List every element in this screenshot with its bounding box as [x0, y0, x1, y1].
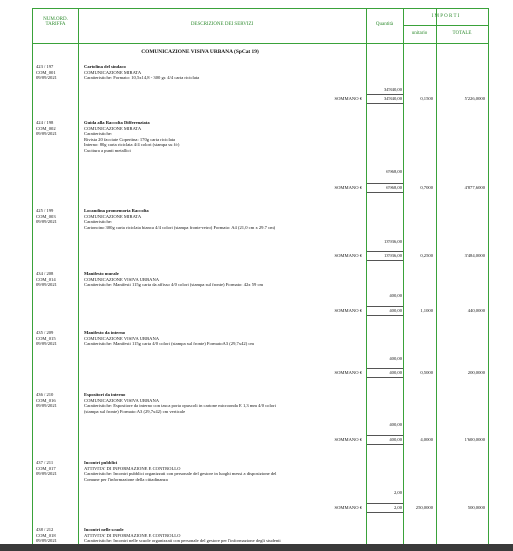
item-code: 437 / 211 COM_017 09/09/2021	[36, 460, 57, 477]
column-divider	[436, 9, 437, 545]
header-num-tariffa: NUM.ORD. TARIFFA	[43, 17, 68, 27]
item-description: Manifesto da interno COMUNICAZIONE VISIVA URBANA Caratteristiche: Manifesti 115g carta 4/0 colori (stampa sul fronte) FormatoA3 (29,7x42) cm	[84, 330, 255, 347]
item-quantity: 2,00	[393, 490, 402, 495]
item-description: Guida alla Raccolta Differenziata COMUNICAZIONE MIRATA Caratteristiche: Rivista 20 facciate Copertina: 170g carta riciclata Interno: 80g carta riciclata 4/4 colori (stampa su f/r) Cucitura a punti metallici	[84, 120, 180, 153]
viewer-bottom-bar	[0, 544, 513, 551]
sum-row: SOMMANO € 34'840,00 0,1500 5'226,0000	[33, 94, 488, 104]
sum-row: SOMMANO € 400,00 1,1000 440,0000	[33, 306, 488, 316]
sum-row: SOMMANO € 13'936,00 0,2500 3'484,0000	[33, 251, 488, 261]
item-quantity: 34'840,00	[383, 87, 402, 92]
header-subdivider	[403, 25, 488, 26]
item-quantity: 13'936,00	[383, 239, 402, 244]
section-title: COMUNICAZIONE VISIVA URBANA (SpCat 19)	[141, 49, 259, 55]
item-quantity: 400,00	[389, 422, 402, 427]
item-quantity: 400,00	[389, 356, 402, 361]
column-divider	[78, 9, 79, 545]
header-description: DESCRIZIONE DEI SERVIZI	[190, 22, 254, 27]
header-quantity: Quantità	[375, 22, 394, 27]
header-importi: I M P O R T I	[431, 14, 460, 19]
sum-row: SOMMANO € 400,00 0,5000 200,0000	[33, 368, 488, 378]
item-description: Locandina promemoria Raccolta COMUNICAZIONE MIRATA Caratteristiche: Cartoncino 300g carta riciclata bianca 4/4 colori (stampa fronte-retro) Formato: A4 (21,0 cm x 29.7 cm)	[84, 208, 276, 230]
item-code: 434 / 208 COM_014 09/09/2021	[36, 271, 57, 288]
sum-row: SOMMANO € 400,00 4,0000 1'600,0000	[33, 435, 488, 445]
item-description: Cartolina del sindaco COMUNICAZIONE MIRATA Caratteristiche: Formato: 10,5x14,8 - 300 gr. 4/4 carta riciclata	[84, 64, 200, 81]
sum-row: SOMMANO € 6'968,00 0,7000 4'877,6000	[33, 183, 488, 193]
item-code: 425 / 199 COM_003 09/09/2021	[36, 208, 57, 225]
column-divider	[366, 9, 367, 545]
item-code: 424 / 198 COM_002 09/09/2021	[36, 120, 57, 137]
sum-row: SOMMANO € 2,00 250,0000 500,0000	[33, 503, 488, 513]
item-description: Espositori da interno COMUNICAZIONE VISIVA URBANA Caratteristiche: Espositore da interno con tasca porta opuscoli in cartone microonda E 1,3 mm 4/0 colori (stampa sul fronte) Formato:A3 (29,7x42) cm verticale	[84, 392, 276, 414]
item-code: 438 / 212 COM_018 09/09/2021	[36, 527, 57, 544]
column-divider	[403, 9, 404, 545]
table-header	[33, 9, 488, 44]
header-totale: TOTALE	[452, 31, 472, 36]
item-quantity: 6'968,00	[386, 169, 402, 174]
item-description: Manifesto murale COMUNICAZIONE VISIVA URBANA Caratteristiche: Manifesti 115g carta da affisso 4/0 colori (stampa sul fronte) Formato: 42x 59 cm	[84, 271, 264, 288]
item-quantity: 400,00	[389, 293, 402, 298]
item-description: Incontri nelle scuole ATTIVITA' DI INFORMAZIONE E CONTROLLO Caratteristiche: Incontri nelle scuole organizzati con personale del gestore per l'informazione degli studenti	[84, 527, 281, 544]
estimate-sheet	[32, 8, 489, 545]
item-code: 423 / 197 COM_001 09/09/2021	[36, 64, 57, 81]
header-unitario: unitario	[411, 31, 428, 36]
item-code: 435 / 209 COM_015 09/09/2021	[36, 330, 57, 347]
item-description: Incontri pubblici ATTIVITA' DI INFORMAZIONE E CONTROLLO Caratteristiche: Incontri pubblici organizzati con personale del gestore in luoghi messi a disposizione del Comune per l'informazione della cittadinanza	[84, 460, 277, 482]
item-code: 436 / 210 COM_016 09/09/2021	[36, 392, 57, 409]
